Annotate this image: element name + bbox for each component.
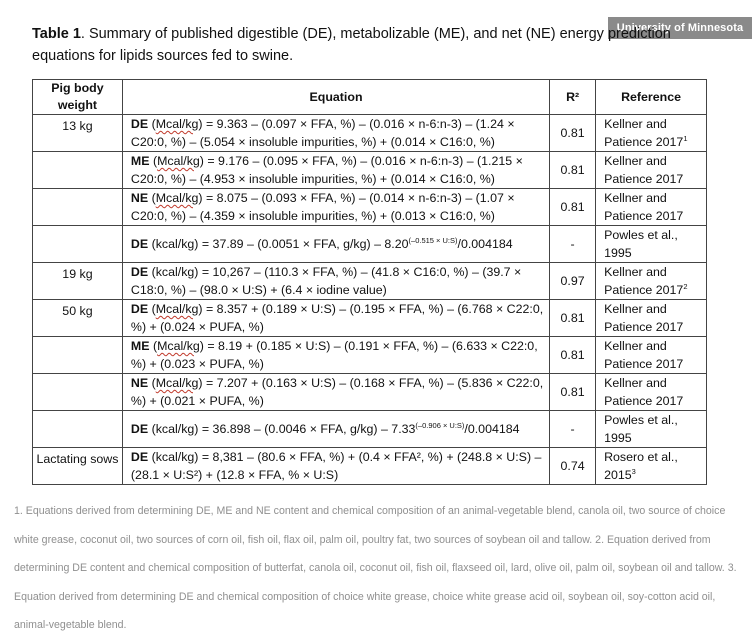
cell-weight bbox=[33, 337, 123, 374]
reference-text: Kellner and Patience 2017 bbox=[604, 117, 684, 149]
table-row bbox=[33, 374, 707, 411]
reference-text: Kellner and Patience 2017 bbox=[604, 339, 684, 371]
table-row bbox=[33, 189, 707, 226]
caption-label: Table 1 bbox=[32, 26, 81, 42]
equation-unit: Mcal/kg bbox=[155, 191, 199, 205]
header-reference: Reference bbox=[596, 80, 707, 115]
reference-footnote-mark: 1 bbox=[683, 134, 688, 143]
equation-body: = 8.19 + (0.185 × U:S) – (0.191 × FFA, %) – (6.633 × C22:0, %) + (0.023 × PUFA, %) bbox=[130, 339, 538, 371]
equation-unit: kcal/kg bbox=[155, 422, 195, 436]
reference-text: Powles et al., 1995 bbox=[604, 228, 678, 260]
table-row bbox=[33, 226, 707, 263]
cell-equation: DE (kcal/kg) = 36.898 – (0.0046 × FFA, $g/kg) - 7.33^{(-0.906 \times U:S)}/0.004184$ bbox=[122, 411, 549, 448]
header-r2: R² bbox=[550, 80, 596, 115]
equation-type: ME bbox=[130, 339, 150, 353]
equation-unit: Mcal/kg bbox=[155, 302, 199, 316]
cell-r2: 0.81 bbox=[550, 374, 596, 411]
equation-tail: /0.004184 bbox=[464, 422, 520, 436]
equation-exponent: (–0.906 × U:S) bbox=[415, 421, 465, 430]
header-weight: Pig body weight bbox=[33, 80, 123, 115]
equation-body: = 9.363 – (0.097 × FFA, %) – (0.016 × n-6:n-3) – (1.24 × C20:0, %) – (5.054 × insoluble impurities, %) + (0.014 × C16:0, %) bbox=[130, 117, 515, 149]
cell-reference bbox=[596, 189, 707, 226]
cell-r2: 0.81 bbox=[550, 152, 596, 189]
equation-body: = 36.898 – (0.0046 × FFA, g/kg) – 7.33 bbox=[198, 422, 416, 436]
cell-r2: 0.74 bbox=[550, 448, 596, 485]
cell-equation: DE (kcal/kg) = 8,381 – (80.6 × FFA, %) + (0.4 × FFA², %) + (248.8 × U:S) – (28.1 × U:S²) + (12.8 × FFA, % × U:S) bbox=[122, 448, 549, 485]
footnote: 1. Equations derived from determining DE, ME and NE content and chemical composition of an animal-vegetable blend, canola oil, two source of choice white grease, coconut oil, two sources of corn oil, fish oil, flax oil, palm oil, poultry fat, two sources of soybean oil and tallow. 2. Equation derived from determining DE content and chemical composition of butterfat, canola oil, coconut oil, fish oil, flaxseed oil, lard, olive oil, palm oil, soybean oil and tallow. 3. Equation derived from determining DE and chemical composition of choice white grease, choice white grease acid oil, soybean oil, soy-cotton acid oil, animal-vegetable blend. bbox=[14, 505, 737, 631]
cell-equation: ME (Mcal/kg) = 9.176 – (0.095 × FFA, %) – (0.016 × n-6:n-3) – (1.215 × C20:0, %) – (4.953 × insoluble impurities, %) + (0.014 × C16:0, %) bbox=[122, 152, 549, 189]
table-header-row bbox=[33, 80, 707, 115]
cell-reference bbox=[596, 152, 707, 189]
cell-equation: DE (Mcal/kg) = 8.357 + (0.189 × U:S) – (0.195 × FFA, %) – (6.768 × C22:0, %) + (0.024 × PUFA, %) bbox=[122, 300, 549, 337]
reference-text: Kellner and Patience 2017 bbox=[604, 265, 684, 297]
equation-body: = 9.176 – (0.095 × FFA, %) – (0.016 × n-6:n-3) – (1.215 × C20:0, %) – (4.953 × insoluble impurities, %) + (0.014 × C16:0, %) bbox=[130, 154, 523, 186]
table-body bbox=[33, 115, 707, 485]
cell-weight bbox=[33, 152, 123, 189]
equation-type: DE bbox=[130, 265, 149, 279]
table-row bbox=[33, 448, 707, 485]
equation-body: = 8.075 – (0.093 × FFA, %) – (0.014 × n-6:n-3) – (1.07 × C20:0, %) – (4.359 × insoluble impurities, %) + (0.013 × C16:0, %) bbox=[130, 191, 515, 223]
university-badge: University of Minnesota bbox=[608, 17, 752, 39]
equation-type: ME bbox=[130, 154, 150, 168]
table-row bbox=[33, 300, 707, 337]
cell-weight bbox=[33, 374, 123, 411]
cell-reference bbox=[596, 300, 707, 337]
equation-type: NE bbox=[130, 191, 149, 205]
reference-text: Kellner and Patience 2017 bbox=[604, 154, 684, 186]
reference-footnote-mark: 2 bbox=[683, 282, 688, 291]
caption-text: . Summary of published digestible (DE), metabolizable (ME), and net (NE) energy prediction equations for lipids sources fed to swine. bbox=[32, 26, 671, 64]
reference-footnote-mark: 3 bbox=[631, 467, 636, 476]
cell-weight: 19 kg bbox=[33, 263, 123, 300]
cell-reference bbox=[596, 448, 707, 485]
cell-reference bbox=[596, 411, 707, 448]
table-row bbox=[33, 411, 707, 448]
cell-weight bbox=[33, 411, 123, 448]
table-caption bbox=[32, 23, 732, 67]
equation-unit: Mcal/kg bbox=[155, 117, 199, 131]
cell-equation: DE (Mcal/kg) = 9.363 – (0.097 × FFA, %) – (0.016 × n-6:n-3) – (1.24 × C20:0, %) – (5.054 × insoluble impurities, %) + (0.014 × C16:0, %) bbox=[122, 115, 549, 152]
equation-tail: /0.004184 bbox=[457, 237, 513, 251]
equation-body: = 7.207 + (0.163 × U:S) – (0.168 × FFA, %) – (5.836 × C22:0, %) + (0.021 × PUFA, %) bbox=[130, 376, 544, 408]
cell-reference bbox=[596, 263, 707, 300]
reference-text: Kellner and Patience 2017 bbox=[604, 191, 684, 223]
cell-weight bbox=[33, 226, 123, 263]
table-row bbox=[33, 337, 707, 374]
equation-body: = 37.89 – (0.0051 × FFA, g/kg) – 8.20 bbox=[198, 237, 409, 251]
cell-r2: 0.81 bbox=[550, 337, 596, 374]
equation-unit: kcal/kg bbox=[155, 450, 195, 464]
equation-body: = 10,267 – (110.3 × FFA, %) – (41.8 × C16:0, %) – (39.7 × C18:0, %) – (98.0 × U:S) + (6.4 × iodine value) bbox=[130, 265, 522, 297]
cell-reference bbox=[596, 115, 707, 152]
cell-r2: - bbox=[550, 226, 596, 263]
cell-weight: Lactating sows bbox=[33, 448, 123, 485]
cell-equation: NE (Mcal/kg) = 7.207 + (0.163 × U:S) – (0.168 × FFA, %) – (5.836 × C22:0, %) + (0.021 × PUFA, %) bbox=[122, 374, 549, 411]
reference-text: Kellner and Patience 2017 bbox=[604, 302, 684, 334]
table-row bbox=[33, 115, 707, 152]
equation-type: DE bbox=[130, 450, 149, 464]
cell-r2: 0.81 bbox=[550, 115, 596, 152]
equation-body: = 8,381 – (80.6 × FFA, %) + (0.4 × FFA², %) + (248.8 × U:S) – (28.1 × U:S²) + (12.8 × FFA, % × U:S) bbox=[130, 450, 542, 482]
equation-type: DE bbox=[130, 117, 149, 131]
cell-reference bbox=[596, 374, 707, 411]
equation-unit: kcal/kg bbox=[155, 237, 195, 251]
equation-unit: Mcal/kg bbox=[157, 154, 200, 168]
equation-type: DE bbox=[130, 237, 149, 251]
cell-weight: 50 kg bbox=[33, 300, 123, 337]
equation-unit: Mcal/kg bbox=[155, 376, 199, 390]
cell-r2: - bbox=[550, 411, 596, 448]
equation-body: = 8.357 + (0.189 × U:S) – (0.195 × FFA, %) – (6.768 × C22:0, %) + (0.024 × PUFA, %) bbox=[130, 302, 544, 334]
table-row bbox=[33, 152, 707, 189]
equation-unit: Mcal/kg bbox=[157, 339, 200, 353]
equation-type: NE bbox=[130, 376, 149, 390]
cell-equation: NE (Mcal/kg) = 8.075 – (0.093 × FFA, %) – (0.014 × n-6:n-3) – (1.07 × C20:0, %) – (4.359 × insoluble impurities, %) + (0.013 × C16:0, %) bbox=[122, 189, 549, 226]
reference-text: Rosero et al., 2015 bbox=[604, 450, 678, 482]
cell-reference bbox=[596, 337, 707, 374]
reference-text: Powles et al., 1995 bbox=[604, 413, 678, 445]
equation-type: DE bbox=[130, 422, 149, 436]
cell-equation: DE (kcal/kg) = 37.89 – (0.0051 × FFA, $g/kg) - 8.20^{(-0.515 \times U:S)}/0.004184$ bbox=[122, 226, 549, 263]
cell-weight: 13 kg bbox=[33, 115, 123, 152]
reference-text: Kellner and Patience 2017 bbox=[604, 376, 684, 408]
cell-r2: 0.81 bbox=[550, 300, 596, 337]
energy-equations-table bbox=[32, 79, 707, 485]
equation-unit: kcal/kg bbox=[155, 265, 195, 279]
header-equation: Equation bbox=[122, 80, 549, 115]
cell-reference bbox=[596, 226, 707, 263]
cell-weight bbox=[33, 189, 123, 226]
equation-type: DE bbox=[130, 302, 149, 316]
table-row bbox=[33, 263, 707, 300]
cell-r2: 0.97 bbox=[550, 263, 596, 300]
cell-r2: 0.81 bbox=[550, 189, 596, 226]
cell-equation: DE (kcal/kg) = 10,267 – (110.3 × FFA, %) – (41.8 × C16:0, %) – (39.7 × C18:0, %) – (98.0 × U:S) + (6.4 × iodine value) bbox=[122, 263, 549, 300]
equation-exponent: (–0.515 × U:S) bbox=[408, 236, 458, 245]
cell-equation: ME (Mcal/kg) = 8.19 + (0.185 × U:S) – (0.191 × FFA, %) – (6.633 × C22:0, %) + (0.023 × PUFA, %) bbox=[122, 337, 549, 374]
